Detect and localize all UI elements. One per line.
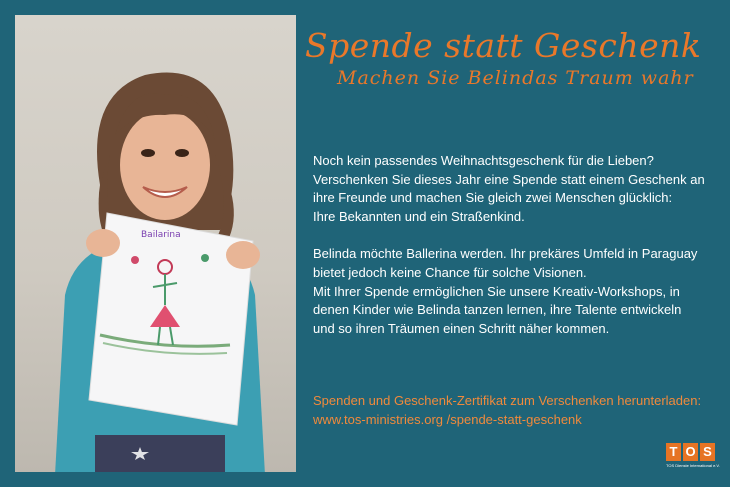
text-line: Belinda möchte Ballerina werden. Ihr prekäres Umfeld in Paraguay <box>313 246 698 262</box>
call-to-action <box>313 391 713 429</box>
logo-letters <box>666 443 718 461</box>
logo-letter: O <box>683 443 698 461</box>
drawing-label: Bailarina <box>141 230 181 240</box>
body-text <box>313 152 708 357</box>
logo-letter: T <box>666 443 681 461</box>
logo-subtitle: TOS Dienste International e.V. <box>666 463 720 468</box>
logo-letter: S <box>700 443 715 461</box>
text-line: Noch kein passendes Weihnachtsgeschenk für die Lieben? <box>313 153 654 168</box>
child-photo <box>15 15 296 472</box>
paragraph-intro <box>313 152 708 226</box>
child-photo-illustration <box>15 15 296 472</box>
text-line: Verschenken Sie dieses Jahr eine Spende statt einem Geschenk an <box>313 171 705 187</box>
cta-text: Spenden und Geschenk-Zertifikat zum Verschenken herunterladen: <box>313 393 702 408</box>
text-line: Mit Ihrer Spende ermöglichen Sie unsere Kreativ-Workshops, in <box>313 283 680 299</box>
tos-logo <box>666 443 718 475</box>
text-line: und so ihren Träumen einen Schritt näher kommen. <box>313 320 610 336</box>
paragraph-story <box>313 245 708 338</box>
text-line: denen Kinder wie Belinda tanzen lernen, ihre Talente entwickeln <box>313 302 682 318</box>
headline <box>305 26 715 89</box>
cta-link[interactable]: www.tos-ministries.org /spende-statt-geschenk <box>313 412 582 427</box>
text-line: bietet jedoch keine Chance für solche Visionen. <box>313 264 587 280</box>
headline-title: Spende statt Geschenk <box>305 26 702 65</box>
text-line: Ihre Bekannten und ein Straßenkind. <box>313 208 525 224</box>
text-line: ihre Freunde und machen Sie gleich zwei Menschen glücklich: <box>313 190 673 206</box>
headline-subtitle: Machen Sie Belindas Traum wahr <box>337 67 694 89</box>
